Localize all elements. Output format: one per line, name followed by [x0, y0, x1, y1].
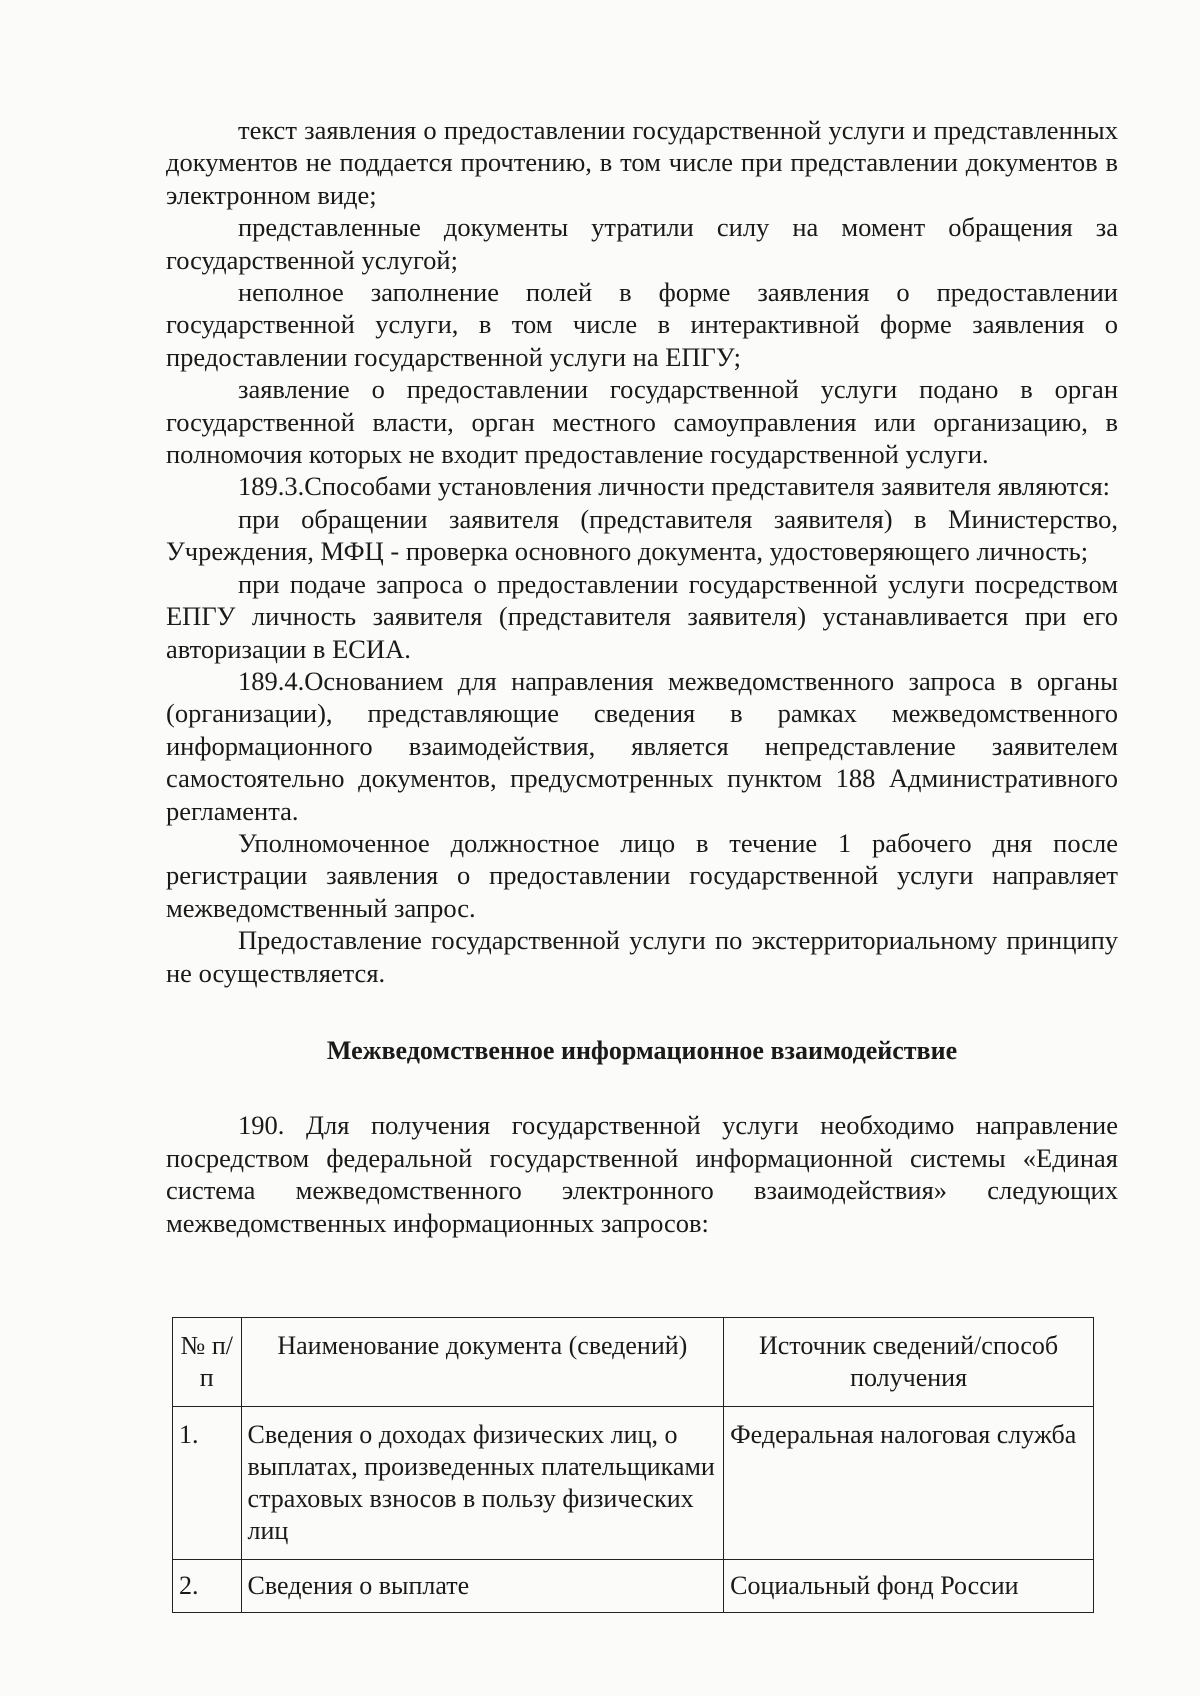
paragraph: Предоставление государственной услуги по экстерриториальному принципу не осуществляется.: [166, 925, 1118, 988]
cell-source: Социальный фонд России: [724, 1560, 1094, 1613]
table-row: [173, 1407, 1094, 1560]
paragraph: неполное заполнение полей в форме заявления о предоставлении государственной услуги, в том числе в интерактивной форме заявления о предоставлении государственной услуги на ЕПГУ;: [166, 277, 1118, 372]
body-text: [166, 114, 1118, 1239]
paragraph-190: 190. Для получения государственной услуги необходимо направление посредством федеральной государственной информационной системы «Единая система межведомственного электронного взаимодействия» следующих межведомственных информационных запросов:: [166, 1110, 1118, 1238]
cell-document-name: Сведения о доходах физических лиц, о выплатах, произведенных плательщиками страховых взносов в пользу физических лиц: [241, 1407, 724, 1560]
table-header-row: [173, 1318, 1094, 1407]
cell-document-name: Сведения о выплате: [241, 1560, 724, 1613]
paragraph: Уполномоченное должностное лицо в течение 1 рабочего дня после регистрации заявления о предоставлении государственной услуги направляет межведомственный запрос.: [166, 827, 1118, 923]
paragraph: при обращении заявителя (представителя заявителя) в Министерство, Учреждения, МФЦ - проверка основного документа, удостоверяющего личность;: [166, 503, 1118, 567]
paragraph: заявление о предоставлении государственной услуги подано в орган государственной власти, орган местного самоуправления или организацию, в полномочия которых не входит предоставление государственной услуги.: [166, 374, 1118, 470]
requests-table: [172, 1317, 1094, 1613]
paragraph: текст заявления о предоставлении государственной услуги и представленных документов не поддается прочтению, в том числе при представлении документов в электронном виде;: [166, 115, 1118, 210]
paragraph: 189.3.Способами установления личности представителя заявителя являются:: [238, 471, 1111, 502]
cell-number: 1.: [173, 1407, 242, 1560]
paragraph: представленные документы утратили силу на момент обращения за государственной услугой;: [166, 212, 1118, 275]
paragraph: 189.4.Основанием для направления межведомственного запроса в органы (организации), представляющие сведения в рамках межведомственного информационного взаимодействия, является непредставление заявителем самостоятельно документов, предусмотренных пунктом 188 Административного регламента.: [166, 665, 1118, 826]
header-source: Источник сведений/способ получения: [724, 1318, 1094, 1407]
section-heading: Межведомственное информационное взаимодействие: [326, 1035, 958, 1065]
paragraph: при подаче запроса о предоставлении государственной услуги посредством ЕПГУ личность заявителя (представителя заявителя) устанавливается при его авторизации в ЕСИА.: [166, 568, 1118, 664]
header-document-name: Наименование документа (сведений): [241, 1318, 724, 1407]
table-row: [173, 1560, 1094, 1613]
header-number: № п/п: [173, 1318, 242, 1407]
cell-number: 2.: [173, 1560, 242, 1613]
cell-source: Федеральная налоговая служба: [724, 1407, 1094, 1560]
